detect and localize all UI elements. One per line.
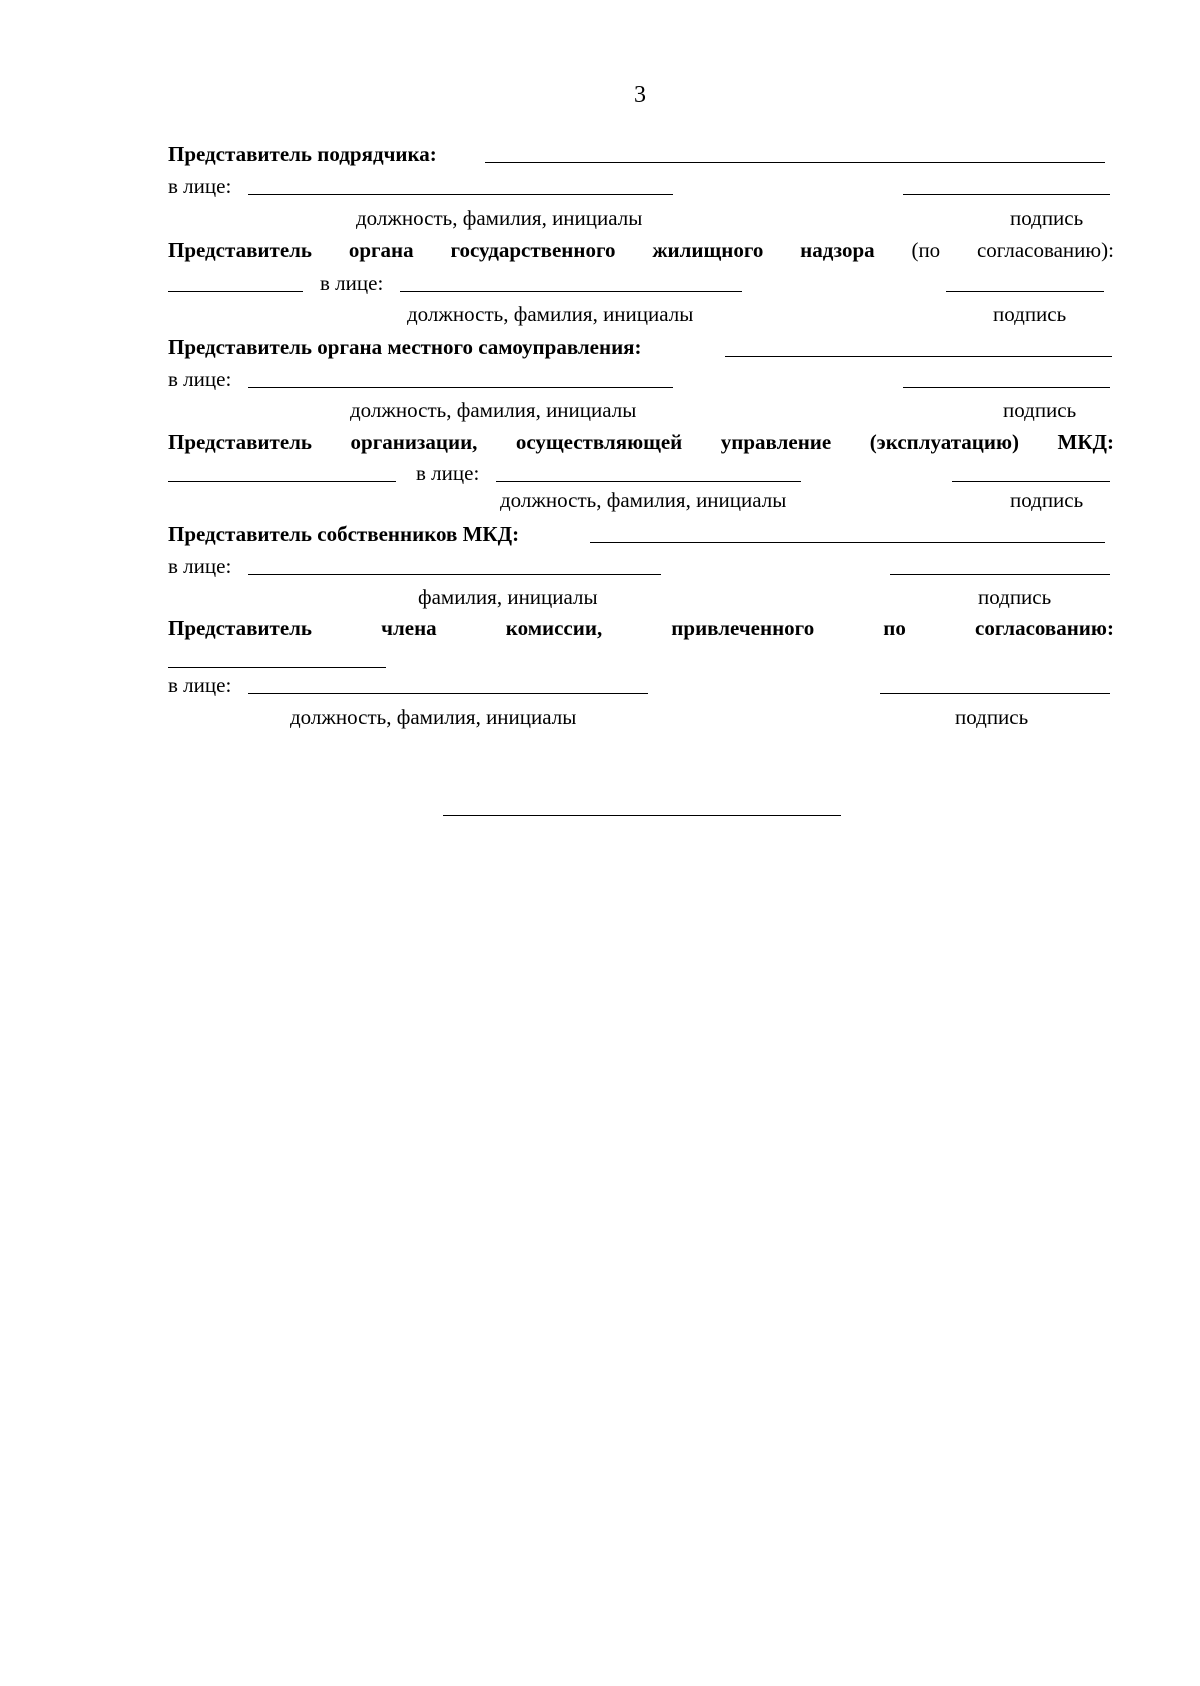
member-title-word: члена: [381, 616, 437, 640]
management-signature-line[interactable]: [952, 481, 1110, 482]
contractor-caption-name: должность, фамилия, инициалы: [356, 206, 643, 230]
management-in-person-label: в лице:: [416, 461, 480, 485]
local-gov-person-line[interactable]: [248, 387, 673, 388]
member-title-word: комиссии,: [505, 616, 603, 640]
member-caption-sign: подпись: [955, 705, 1029, 729]
housing-title-word: государственного: [450, 238, 616, 262]
local-gov-caption-sign: подпись: [1003, 398, 1077, 422]
management-title-word: осуществляющей: [515, 430, 683, 454]
management-title: [168, 430, 1114, 454]
contractor-person-line[interactable]: [248, 194, 673, 195]
member-caption-name: должность, фамилия, инициалы: [290, 705, 577, 729]
contractor-caption-sign: подпись: [1010, 206, 1084, 230]
management-person-line[interactable]: [496, 481, 801, 482]
member-person-line[interactable]: [248, 693, 648, 694]
housing-signature-line[interactable]: [946, 291, 1104, 292]
local-gov-name-line[interactable]: [725, 356, 1112, 357]
housing-caption-sign: подпись: [993, 302, 1067, 326]
contractor-signature-line[interactable]: [903, 194, 1110, 195]
local-gov-caption-name: должность, фамилия, инициалы: [350, 398, 637, 422]
contractor-title: Представитель подрядчика:: [168, 142, 437, 166]
contractor-in-person-label: в лице:: [168, 174, 232, 198]
contractor-name-line[interactable]: [485, 162, 1105, 163]
management-title-word: (эксплуатацию): [869, 430, 1020, 454]
member-org-line[interactable]: [168, 667, 386, 668]
housing-title: [168, 238, 1114, 262]
housing-person-line[interactable]: [400, 291, 742, 292]
management-title-word: организации,: [350, 430, 478, 454]
member-in-person-label: в лице:: [168, 673, 232, 697]
housing-title-word: органа: [348, 238, 414, 262]
housing-caption-name: должность, фамилия, инициалы: [407, 302, 694, 326]
member-signature-line[interactable]: [880, 693, 1110, 694]
member-title-word: привлеченного: [671, 616, 815, 640]
management-title-word: Представитель: [168, 430, 313, 454]
management-title-word: МКД:: [1057, 430, 1114, 454]
owners-in-person-label: в лице:: [168, 554, 232, 578]
page-number: 3: [634, 82, 646, 108]
member-title-word: Представитель: [168, 616, 313, 640]
owners-caption-name: фамилия, инициалы: [418, 585, 598, 609]
closing-divider: [443, 815, 841, 816]
housing-title-word: Представитель: [168, 238, 313, 262]
housing-title-word: согласованию):: [976, 238, 1114, 262]
owners-person-line[interactable]: [248, 574, 661, 575]
housing-title-word: жилищного: [652, 238, 764, 262]
owners-title: Представитель собственников МКД:: [168, 522, 520, 546]
local-gov-title: Представитель органа местного самоуправления:: [168, 335, 642, 359]
member-title-word: по: [883, 616, 906, 640]
owners-signature-line[interactable]: [890, 574, 1110, 575]
housing-org-line[interactable]: [168, 291, 303, 292]
management-org-line[interactable]: [168, 481, 396, 482]
management-caption-name: должность, фамилия, инициалы: [500, 488, 787, 512]
local-gov-signature-line[interactable]: [903, 387, 1110, 388]
housing-in-person-label: в лице:: [320, 271, 384, 295]
housing-title-word: (по: [911, 238, 941, 262]
owners-caption-sign: подпись: [978, 585, 1052, 609]
management-title-word: управление: [720, 430, 832, 454]
member-title: [168, 616, 1114, 640]
member-title-word: согласованию:: [975, 616, 1114, 640]
local-gov-in-person-label: в лице:: [168, 367, 232, 391]
management-caption-sign: подпись: [1010, 488, 1084, 512]
housing-title-word: надзора: [800, 238, 875, 262]
owners-name-line[interactable]: [590, 542, 1105, 543]
